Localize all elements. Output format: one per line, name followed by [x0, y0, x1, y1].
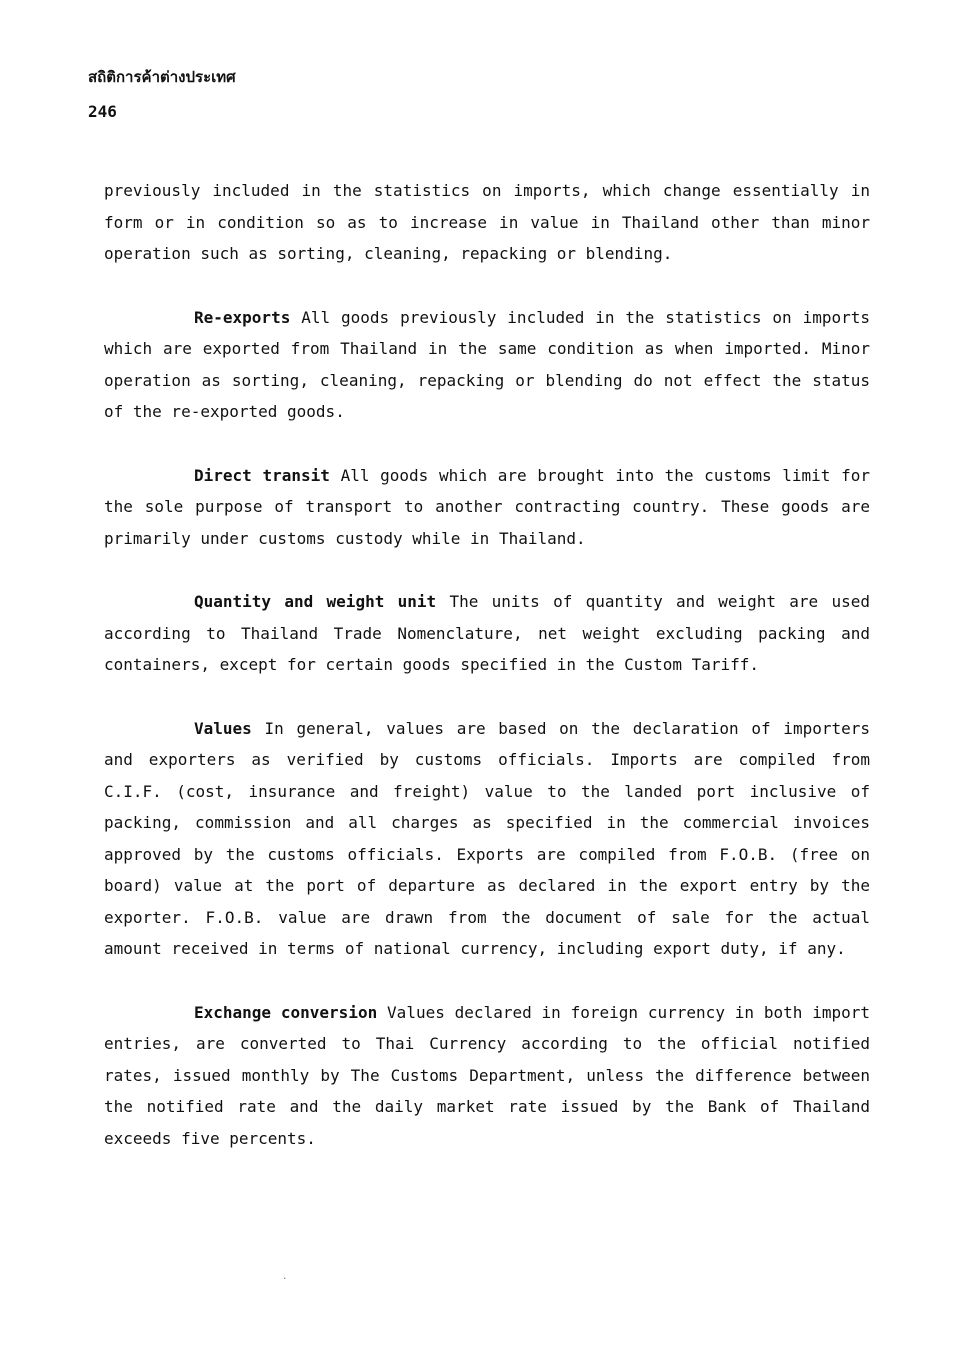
paragraph-values [104, 713, 870, 965]
paragraph-text: All goods which are brought into the customs limit for the sole purpose of transport to another contracting country. These goods are primarily under customs custody while in Thailand. [104, 465, 871, 548]
paragraph-continuation [104, 175, 870, 270]
paragraph-text: All goods previously included in the statistics on imports which are exported from Thailand in the same condition as when imported. Minor operation as sorting, cleaning, repacking or blending do not effect the status of the re-exported goods. [104, 307, 871, 421]
page-number: 246 [88, 102, 117, 121]
document-body [104, 175, 870, 1186]
paragraph-direct-transit [104, 460, 870, 555]
paragraph-text: Values declared in foreign currency in both import entries, are converted to Thai Currency according to the official notified rates, issued monthly by The Customs Department, unless the difference between the notified rate and the daily market rate issued by the Bank of Thailand exceeds five percents. [104, 1002, 870, 1148]
paragraph-text: previously included in the statistics on imports, which change essentially in form or in condition so as to increase in value in Thailand other than minor operation such as sorting, cleaning, repacking or blending. [104, 181, 870, 263]
term-re-exports: Re-exports [194, 307, 291, 327]
term-exchange-conversion: Exchange conversion [194, 1002, 378, 1022]
page-header [88, 66, 236, 122]
term-direct-transit: Direct transit [194, 465, 330, 485]
document-title: สถิติการค้าต่างประเทศ [88, 68, 236, 86]
paragraph-re-exports [104, 302, 870, 428]
footer-mark: . [282, 1272, 288, 1282]
paragraph-exchange-conversion [104, 997, 870, 1155]
paragraph-text: In general, values are based on the declaration of importers and exporters as verified by customs officials. Imports are compiled from C.I.F. (cost, insurance and freight) value to the landed port inclusive of packing, commission and all charges as specified in the commercial invoices approved by the customs officials. Exports are compiled from F.O.B. (free on board) value at the port of departure as declared in the export entry by the exporter. F.O.B. value are drawn from the document of sale for the actual amount received in terms of national currency, including export duty, if any. [104, 718, 871, 958]
paragraph-text: The units of quantity and weight are used according to Thailand Trade Nomenclature, net weight excluding packing and containers, except for certain goods specified in the Custom Tariff. [104, 592, 870, 674]
term-values: Values [194, 718, 252, 738]
term-quantity-weight: Quantity and weight unit [194, 592, 437, 611]
paragraph-quantity-weight [104, 586, 870, 681]
